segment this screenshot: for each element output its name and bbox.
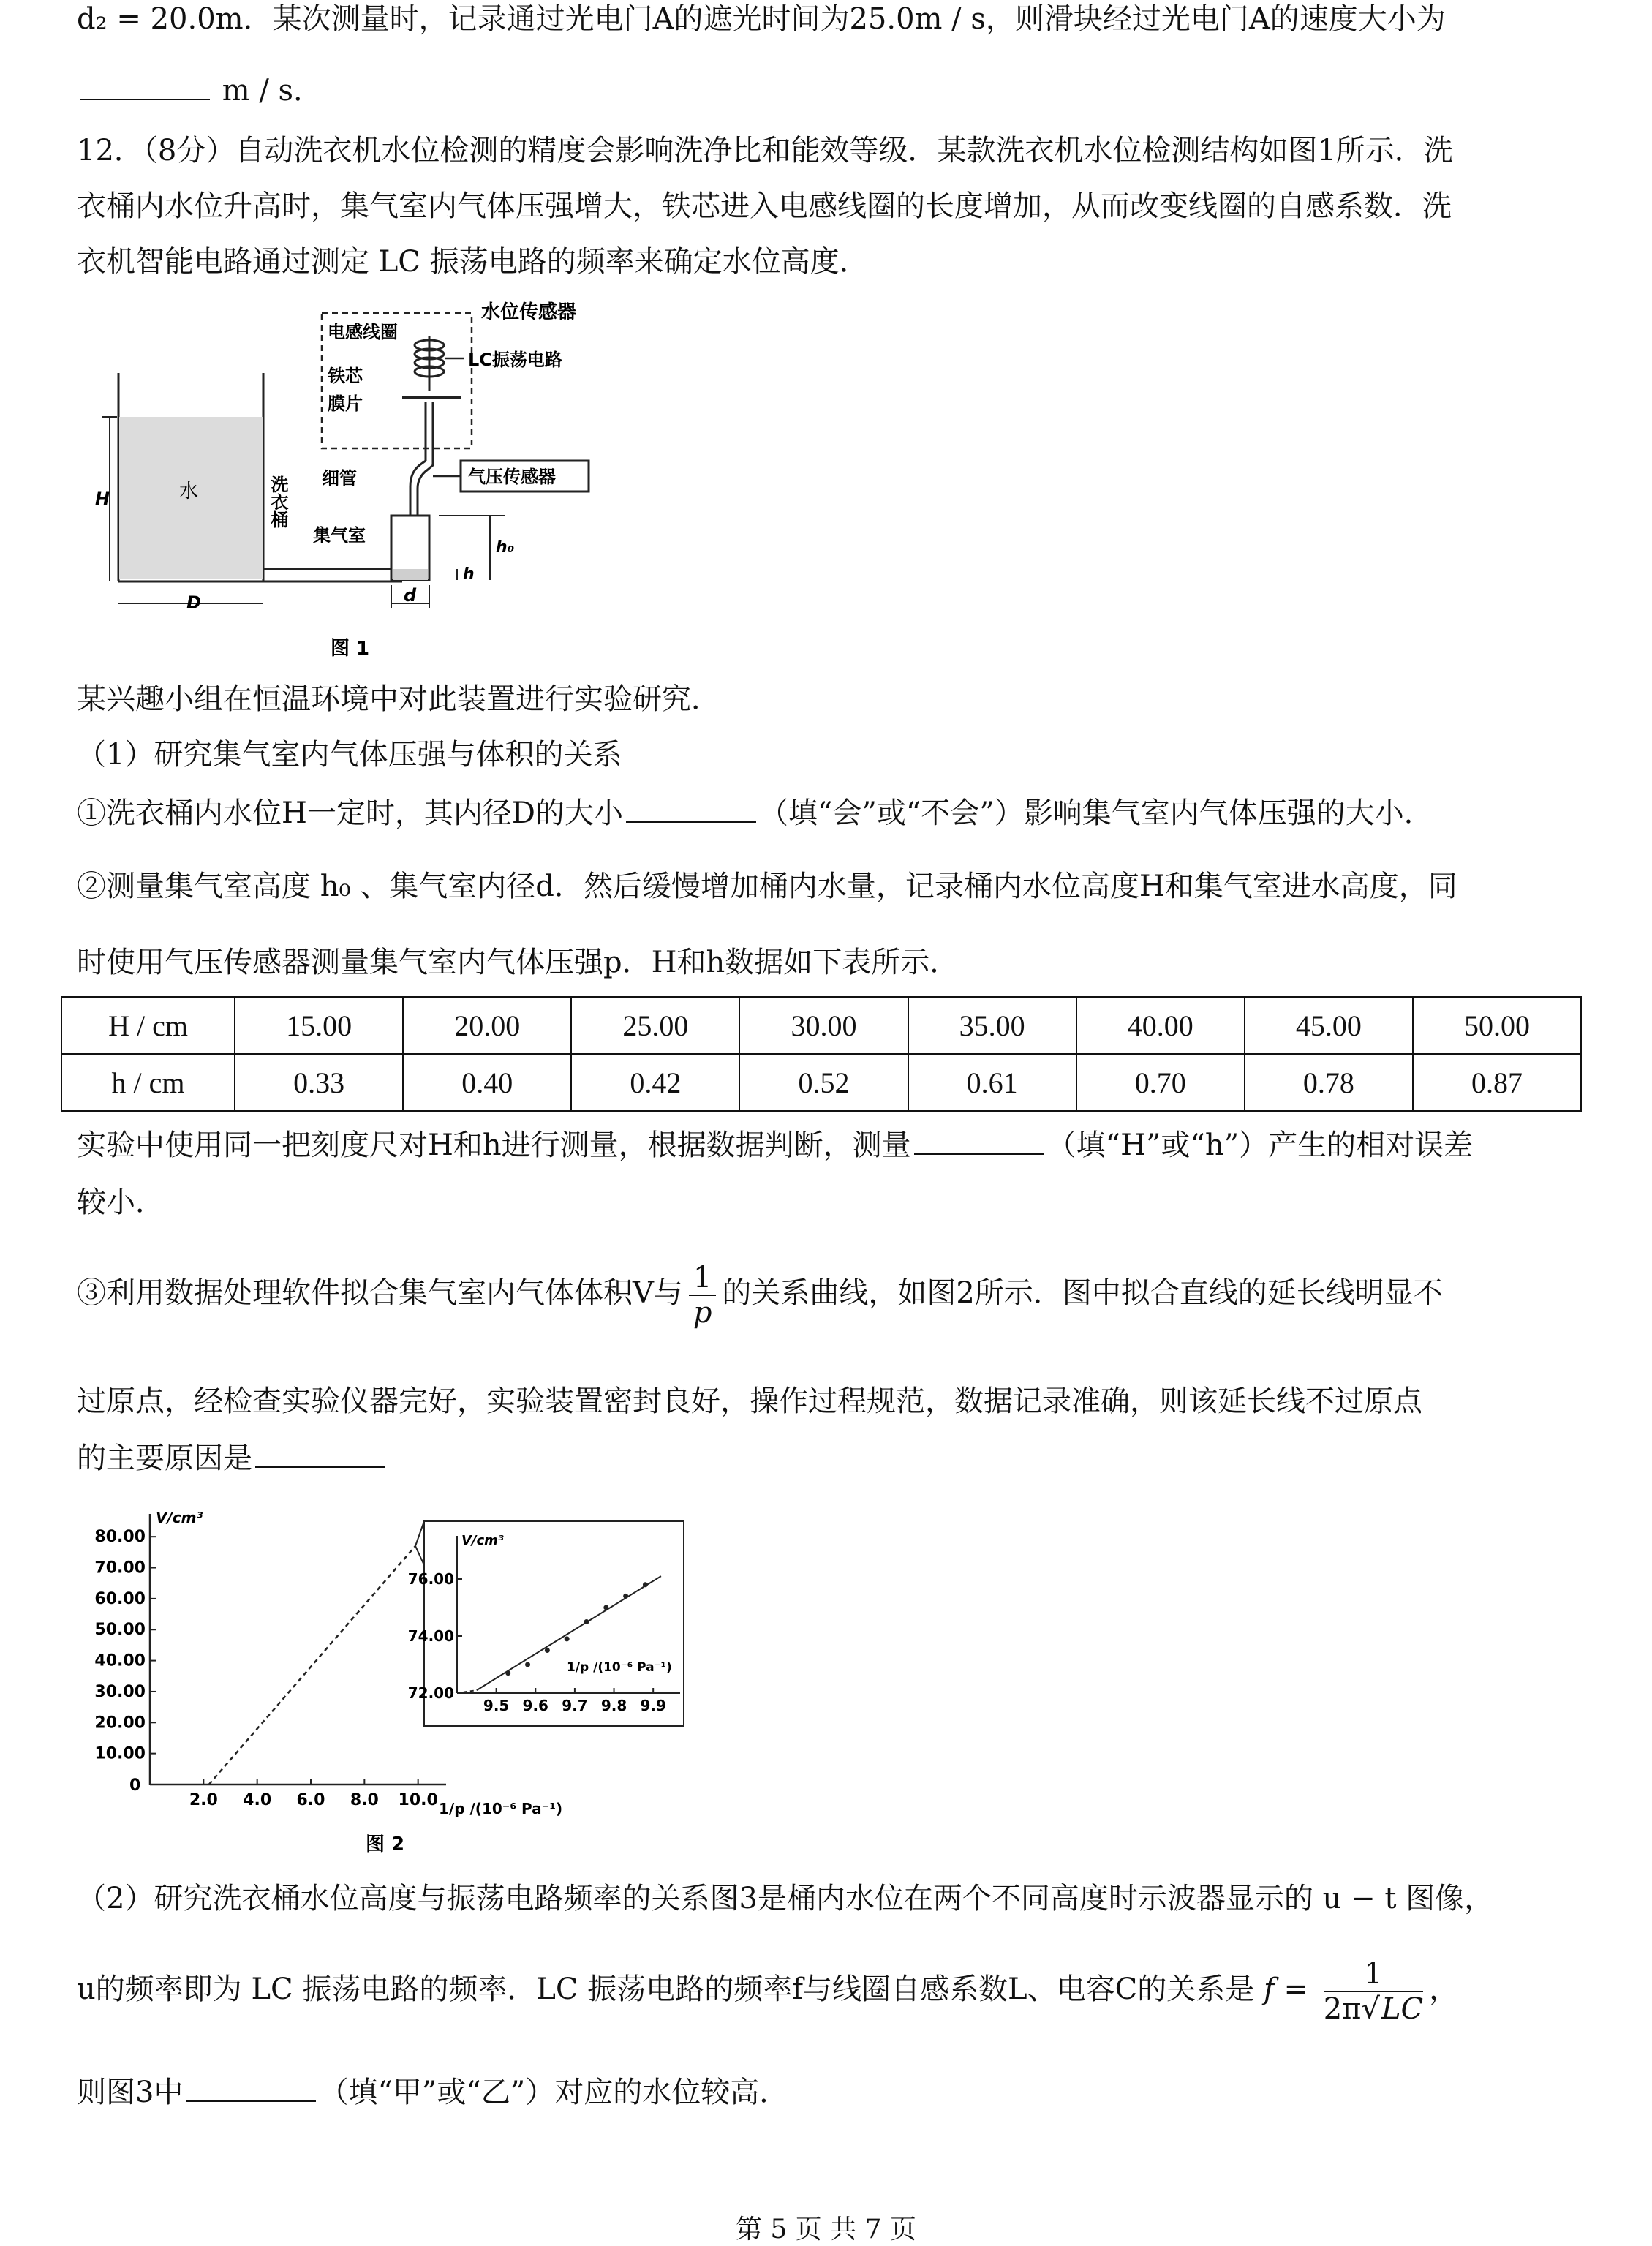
table-header-H: H / cm: [61, 997, 235, 1054]
table-cell: 45.00: [1245, 997, 1413, 1054]
answer-blank-q1[interactable]: [626, 796, 756, 823]
inset-x-tick-label: 9.5: [483, 1697, 510, 1714]
answer-blank-q2[interactable]: [914, 1128, 1044, 1155]
y-tick-label: 10.00: [94, 1744, 146, 1763]
formula-fraction: $\frac{1}{2\pi√LC}$: [1323, 1957, 1424, 2026]
inset-y-tick-label: 74.00: [407, 1627, 454, 1645]
label-tube: 细管: [322, 468, 357, 489]
y-tick-label: 50.00: [94, 1621, 146, 1640]
data-point: [565, 1636, 570, 1641]
part1-q2-line3: 实验中使用同一把刻度尺对H和h进行测量，根据数据判断，测量 （填“H”或“h”）产生的相对误差: [77, 1128, 1474, 1162]
fit-line-extension: [209, 1546, 415, 1785]
data-point: [545, 1648, 550, 1653]
table-row-H: [61, 997, 1581, 1054]
label-d: d: [404, 585, 417, 606]
label-pressure: 气压传感器: [468, 467, 556, 487]
figure-1-diagram: [95, 293, 622, 666]
part2-line1: （2）研究洗衣桶水位高度与振荡电路频率的关系图3是桶内水位在两个不同高度时示波器显示的 u − t 图像，: [77, 1882, 1494, 1915]
y-tick-label: 40.00: [94, 1651, 146, 1670]
inset-y-label: V/cm³: [461, 1533, 504, 1548]
inset-box: [424, 1521, 684, 1726]
table-cell: 0.40: [403, 1054, 571, 1111]
label-chamber: 集气室: [313, 525, 366, 546]
part1-q2-line4: 较小．: [77, 1186, 165, 1219]
formula-lhs: f =: [1263, 1972, 1308, 2006]
x-tick-label: 2.0: [189, 1791, 218, 1809]
table-cell: 0.87: [1413, 1054, 1581, 1111]
figure-2-chart: [88, 1507, 702, 1858]
label-lc: LC振荡电路: [468, 350, 562, 370]
part1-q2-line1: ②测量集气室高度 h₀ 、集气室内径d．然后缓慢增加桶内水量，记录桶内水位高度H和集气室进水高度，同: [77, 870, 1457, 903]
figure-1-caption: 图 1: [331, 638, 370, 660]
table-cell: 25.00: [571, 997, 739, 1054]
part2-line3: 则图3中 （填“甲”或“乙”）对应的水位较高．: [77, 2076, 789, 2109]
x-tick-label: 6.0: [296, 1791, 325, 1809]
figure-2-caption: 图 2: [366, 1834, 405, 1855]
x-tick-label: 8.0: [350, 1791, 379, 1809]
x-tick-label: 10.0: [398, 1791, 438, 1809]
group-text: 某兴趣小组在恒温环境中对此装置进行实验研究．: [77, 682, 720, 716]
fraction-1-over-p: $\frac{1}{p}$: [689, 1261, 716, 1330]
data-point: [584, 1619, 589, 1624]
label-H: H: [95, 489, 110, 509]
origin-label: 0: [129, 1776, 141, 1795]
data-point: [505, 1670, 510, 1676]
label-core: 铁芯: [328, 366, 363, 386]
part1-q3-line3: 的主要原因是: [77, 1439, 388, 1477]
text-line-top-2: [77, 72, 323, 110]
q12-intro-1: 12．（8分）自动洗衣机水位检测的精度会影响洗净比和能效等级．某款洗衣机水位检测结构如图1所示．洗: [77, 134, 1453, 167]
y-tick-label: 20.00: [94, 1714, 146, 1733]
answer-blank-q3[interactable]: [255, 1442, 385, 1468]
table-cell: 50.00: [1413, 997, 1581, 1054]
label-film: 膜片: [328, 393, 363, 414]
table-cell: 0.33: [235, 1054, 403, 1111]
part1-q3-line2: 过原点，经检查实验仪器完好，实验装置密封良好，操作过程规范，数据记录准确，则该延长线不过原点: [77, 1384, 1422, 1418]
label-sensor: 水位传感器: [481, 301, 577, 323]
inset-x-tick-label: 9.7: [562, 1697, 588, 1714]
label-water: 水: [179, 481, 199, 502]
page-footer: 第 5 页 共 7 页: [735, 2215, 917, 2245]
data-point: [525, 1662, 530, 1667]
x-axis-label: 1/p /(10⁻⁶ Pa⁻¹): [439, 1800, 563, 1817]
table-cell: 35.00: [908, 997, 1076, 1054]
part1-q2-line2: 时使用气压传感器测量集气室内气体压强p．H和h数据如下表所示．: [77, 946, 959, 979]
data-point: [623, 1594, 628, 1599]
inset-x-label: 1/p /(10⁻⁶ Pa⁻¹): [567, 1660, 672, 1675]
inset-y-tick-label: 76.00: [407, 1570, 454, 1588]
label-h: h: [463, 565, 475, 584]
table-cell: 30.00: [739, 997, 908, 1054]
y-tick-label: 60.00: [94, 1589, 146, 1608]
part1-q1: ①洗衣桶内水位H一定时，其内径D的大小 （填“会”或“不会”）影响集气室内气体压强的大小．: [77, 796, 1433, 830]
unit-text: m / s．: [222, 74, 323, 108]
x-tick-label: 4.0: [243, 1791, 272, 1809]
table-cell: 20.00: [403, 997, 571, 1054]
data-table: [61, 996, 1582, 1112]
label-coil: 电感线圈: [328, 322, 398, 342]
q12-intro-3: 衣机智能电路通过测定 LC 振荡电路的频率来确定水位高度．: [77, 245, 869, 279]
inset-x-tick-label: 9.9: [640, 1697, 666, 1714]
part2-line2: u的频率即为 LC 振荡电路的频率．LC 振荡电路的频率f与线圈自感系数L、电容C的关系是 f = $\frac{1}{2\pi√LC}$ ，: [77, 1957, 1459, 2026]
table-cell: 0.42: [571, 1054, 739, 1111]
answer-blank-q4[interactable]: [186, 2076, 316, 2102]
inset-x-tick-label: 9.8: [600, 1697, 627, 1714]
label-tub: 洗衣桶: [268, 475, 288, 528]
label-D: D: [186, 592, 201, 613]
inset-pointer-line: [415, 1521, 424, 1546]
y-tick-label: 30.00: [94, 1682, 146, 1701]
table-cell: 15.00: [235, 997, 403, 1054]
table-cell: 0.52: [739, 1054, 908, 1111]
label-h0: h₀: [496, 538, 515, 557]
y-axis-label: V/cm³: [156, 1509, 203, 1526]
table-cell: 0.61: [908, 1054, 1076, 1111]
table-row-h: [61, 1054, 1581, 1111]
part1-title: （1）研究集气室内气体压强与体积的关系: [77, 738, 622, 772]
y-tick-label: 70.00: [94, 1559, 146, 1578]
table-cell: 0.78: [1245, 1054, 1413, 1111]
data-point: [643, 1582, 648, 1587]
table-cell: 0.70: [1076, 1054, 1245, 1111]
inset-x-tick-label: 9.6: [522, 1697, 548, 1714]
data-point: [603, 1605, 608, 1610]
text-line-top-1: d₂ = 20.0m．某次测量时，记录通过光电门A的遮光时间为25.0m / s，则滑块经过光电门A的速度大小为: [77, 2, 1446, 36]
inset-pointer-line: [415, 1546, 424, 1565]
part1-q3-line1: ③利用数据处理软件拟合集气室内气体体积V与 $\frac{1}{p}$ 的关系曲线，如图2所示．图中拟合直线的延长线明显不: [77, 1261, 1443, 1330]
answer-blank[interactable]: [80, 74, 210, 100]
q12-intro-2: 衣桶内水位升高时，集气室内气体压强增大，铁芯进入电感线圈的长度增加，从而改变线圈的自感系数．洗: [77, 189, 1452, 223]
inset-y-tick-label: 72.00: [407, 1684, 454, 1702]
y-tick-label: 80.00: [94, 1528, 146, 1547]
table-header-h: h / cm: [61, 1054, 235, 1111]
table-cell: 40.00: [1076, 997, 1245, 1054]
